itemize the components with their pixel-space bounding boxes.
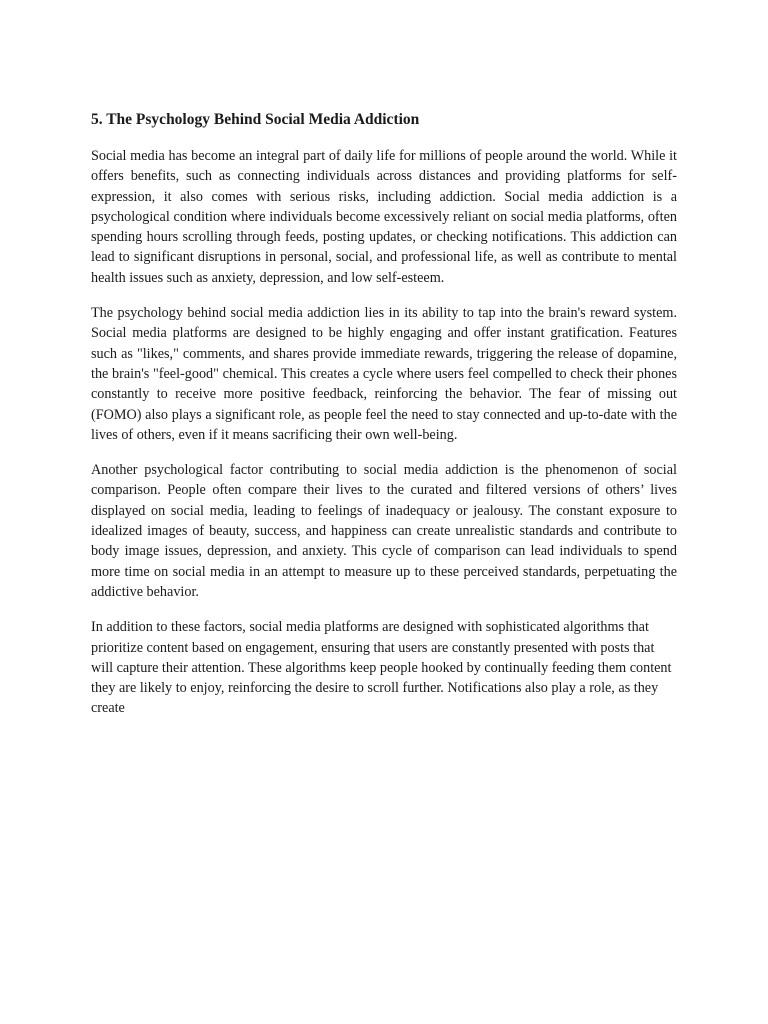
paragraph-2: The psychology behind social media addiction lies in its ability to tap into the brain's reward system. Social media platforms are designed to be highly engaging and offer instant gratification. Features such as "likes," comments, and shares provide immediate rewards, triggering the release of dopamine, the brain's "feel-good" chemical. This creates a cycle where users feel compelled to check their phones constantly to receive more positive feedback, reinforcing the behavior. The fear of missing out (FOMO) also plays a significant role, as people feel the need to stay connected and up-to-date with the lives of others, even if it means sacrificing their own well-being. <box>91 305 677 443</box>
paragraph-3: Another psychological factor contributing to social media addiction is the phenomenon of social comparison. People often compare their lives to the curated and filtered versions of others’ lives displayed on social media, leading to feelings of inadequacy or jealousy. The constant exposure to idealized images of beauty, success, and happiness can create unrealistic standards and contribute to body image issues, depression, and anxiety. This cycle of comparison can lead individuals to spend more time on social media in an attempt to measure up to these perceived standards, perpetuating the addictive behavior. <box>91 462 677 600</box>
paragraph-1: Social media has become an integral part of daily life for millions of people around the world. While it offers benefits, such as connecting individuals across distances and providing platforms for self-expression, it also comes with serious risks, including addiction. Social media addiction is a psychological condition where individuals become excessively reliant on social media platforms, often spending hours scrolling through feeds, posting updates, or checking notifications. This addiction can lead to significant disruptions in personal, social, and professional life, as well as contribute to mental health issues such as anxiety, depression, and low self-esteem. <box>91 148 677 286</box>
document-body <box>91 108 677 734</box>
paragraph-4: In addition to these factors, social media platforms are designed with sophisticated algorithms that prioritize content based on engagement, ensuring that users are constantly presented with posts that will capture their attention. These algorithms keep people hooked by continually feeding them content they are likely to enjoy, reinforcing the desire to scroll further. Notifications also play a role, as they create <box>91 619 672 717</box>
section-heading: 5. The Psychology Behind Social Media Addiction <box>91 111 420 128</box>
